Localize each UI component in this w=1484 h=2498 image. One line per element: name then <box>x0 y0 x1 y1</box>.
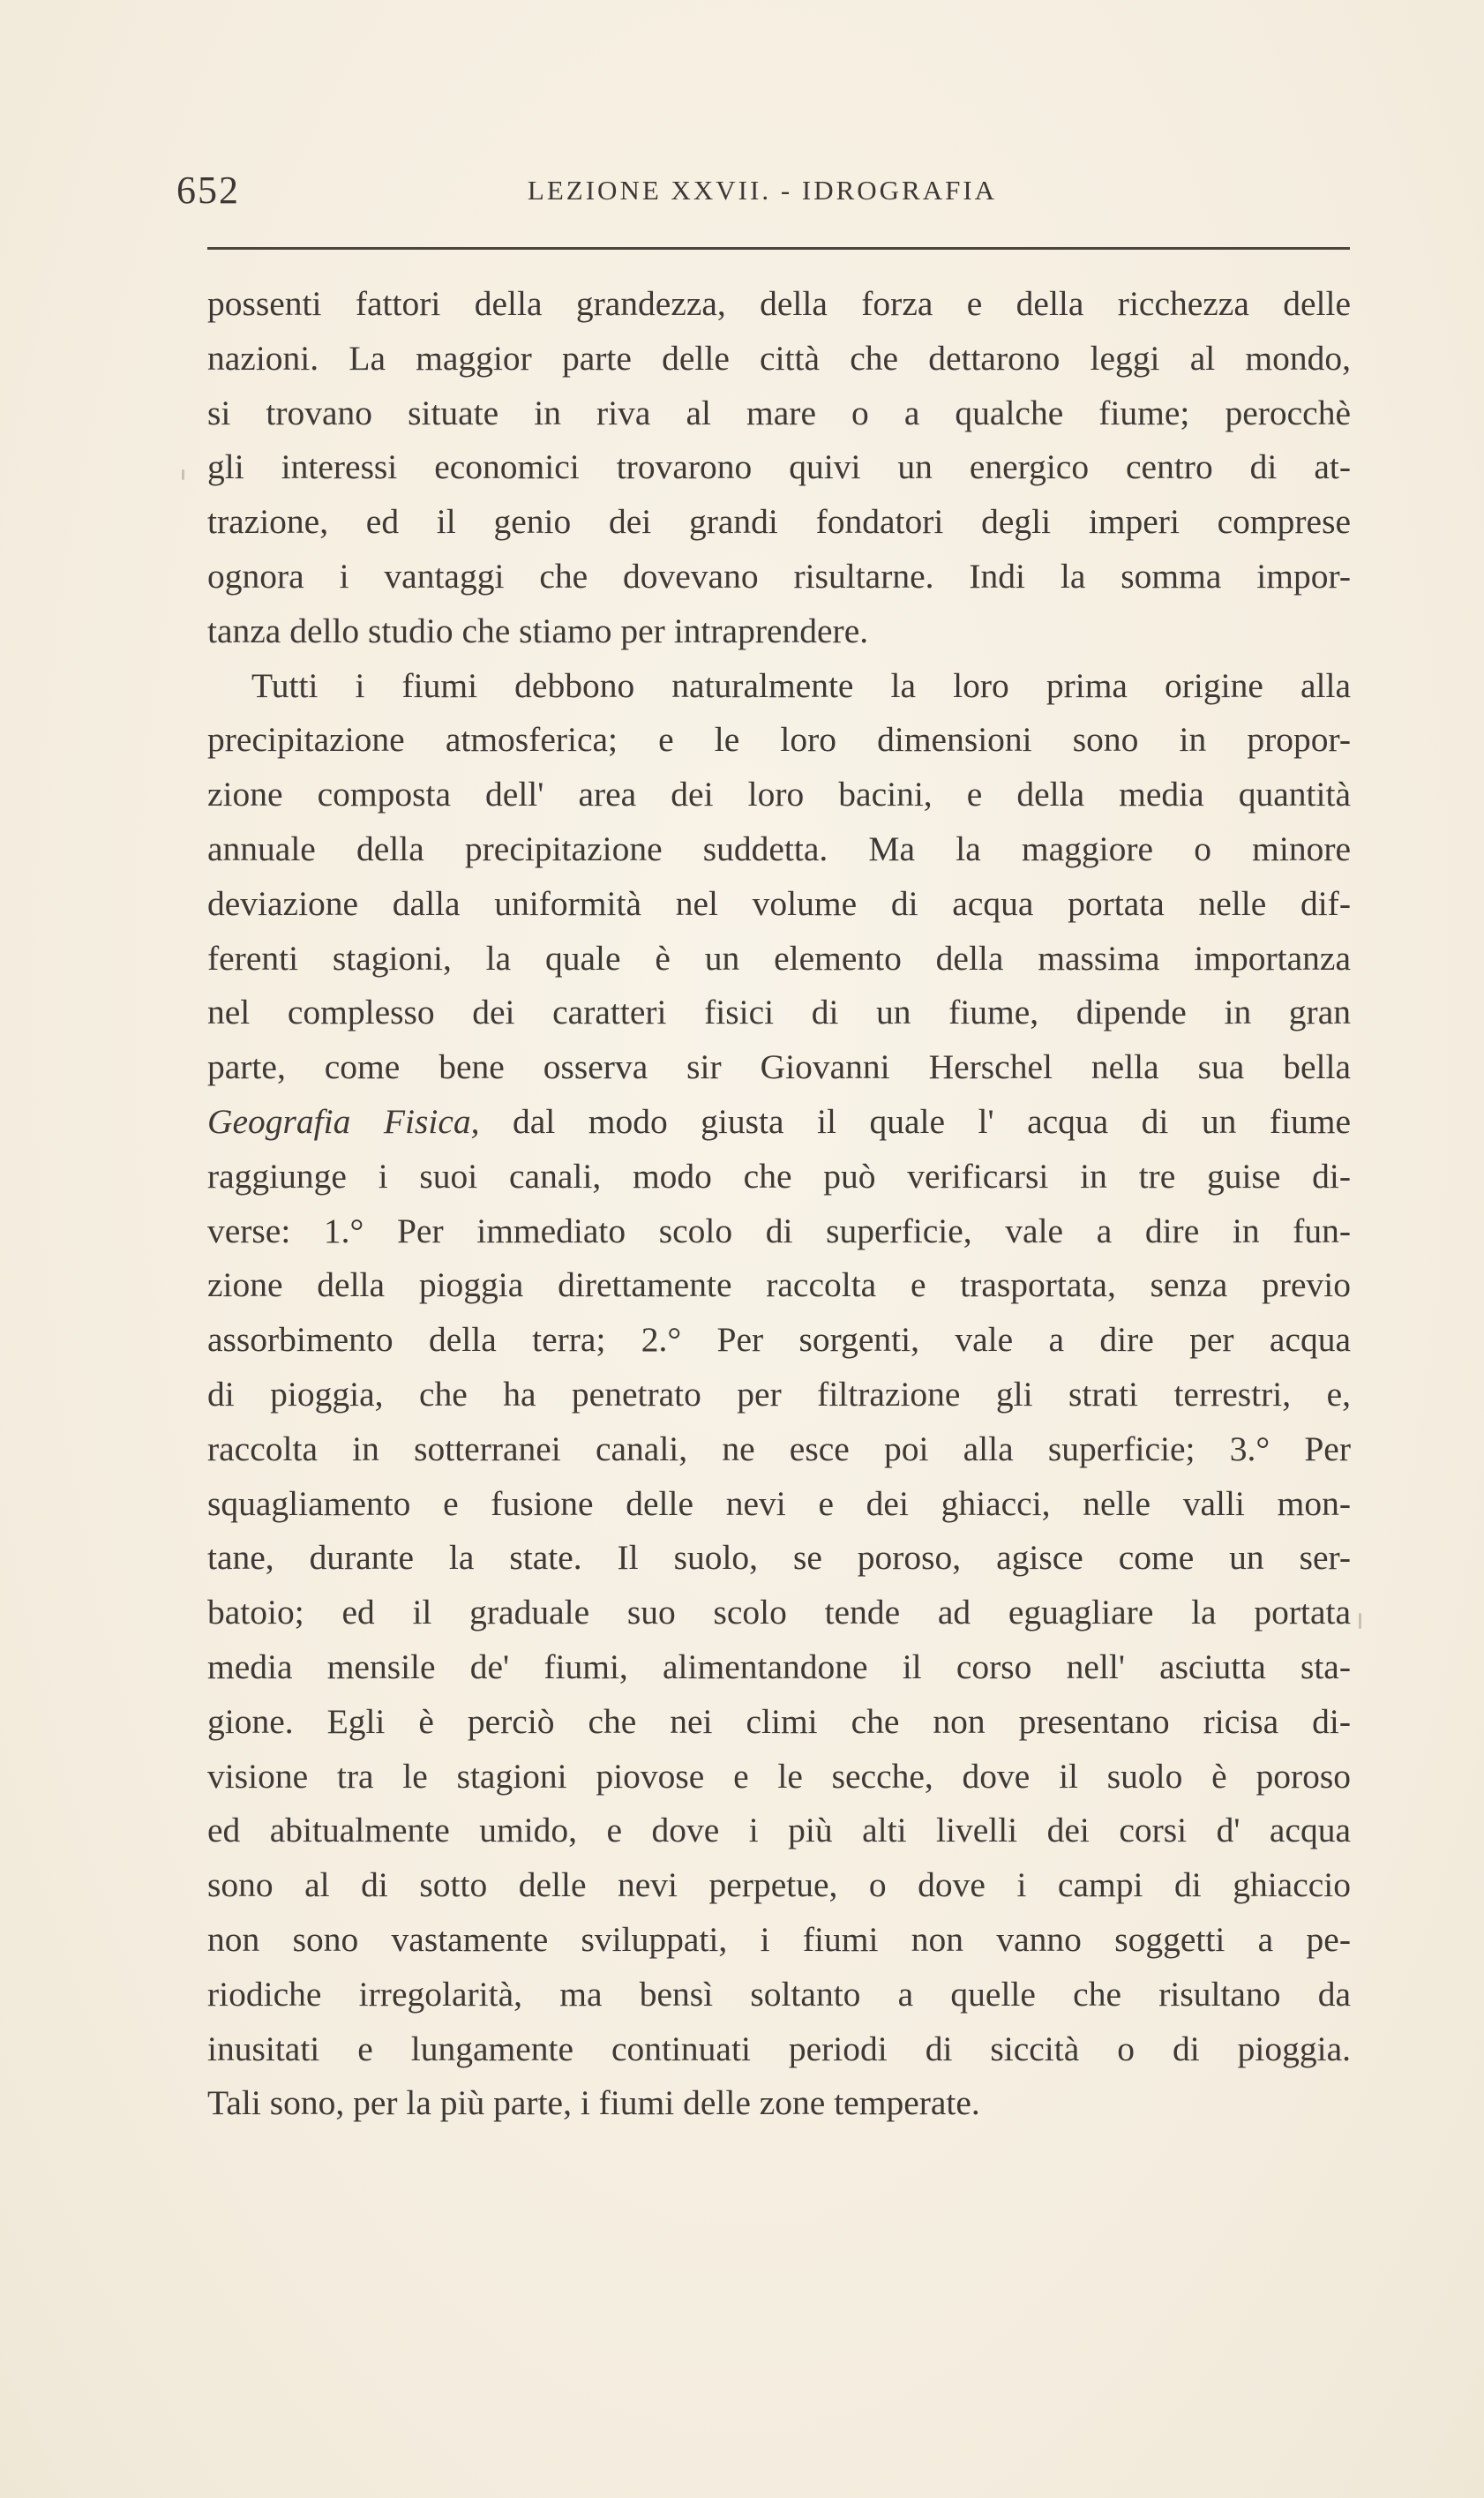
text-line: ferenti stagioni, la quale è un elemento della massima importanza <box>207 938 1351 978</box>
paper-speck <box>182 469 184 480</box>
text-line: Tali sono, per la più parte, i fiumi delle zone temperate. <box>207 2083 980 2123</box>
page-header <box>176 168 1348 221</box>
text-line: annuale della precipitazione suddetta. Ma la maggiore o minore <box>207 829 1351 868</box>
page-number: 652 <box>176 169 240 212</box>
text-line: gione. Egli è perciò che nei climi che non presentano ricisa di- <box>207 1701 1351 1741</box>
body-text <box>207 277 1351 2131</box>
text-line: tane, durante la state. Il suolo, se poroso, agisce come un ser- <box>207 1538 1351 1578</box>
text-line: gli interessi economici trovarono quivi un energico centro di at- <box>207 447 1351 487</box>
header-rule <box>207 247 1350 250</box>
italic-line-rest: dal modo giusta il quale l' acqua di un fiume <box>479 1101 1352 1141</box>
text-line: zione della pioggia direttamente raccolta e trasportata, senza previo <box>207 1265 1351 1305</box>
text-line: trazione, ed il genio dei grandi fondatori degli imperi comprese <box>207 502 1351 542</box>
text-line: nel complesso dei caratteri fisici di un fiume, dipende in gran <box>207 993 1351 1032</box>
text-line: di pioggia, che ha penetrato per filtrazione gli strati terrestri, e, <box>207 1374 1351 1414</box>
text-line: precipitazione atmosferica; e le loro dimensioni sono in propor- <box>207 720 1351 760</box>
text-line: batoio; ed il graduale suo scolo tende ad eguagliare la portata <box>207 1593 1351 1632</box>
text-line: media mensile de' fiumi, alimentandone il corso nell' asciutta sta- <box>207 1647 1351 1686</box>
text-line: zione composta dell' area dei loro bacini, e della media quantità <box>207 775 1351 814</box>
text-line: visione tra le stagioni piovose e le secche, dove il suolo è poroso <box>207 1756 1351 1796</box>
text-line: sono al di sotto delle nevi perpetue, o dove i campi di ghiaccio <box>207 1865 1351 1905</box>
text-line: verse: 1.° Per immediato scolo di superficie, vale a dire in fun- <box>207 1211 1351 1250</box>
italic-book-title: Geografia Fisica, <box>207 1101 480 1141</box>
text-line: possenti fattori della grandezza, della forza e della ricchezza delle <box>207 284 1351 323</box>
running-head: LEZIONE XXVII. - IDROGRAFIA <box>527 175 998 206</box>
text-line: ed abitualmente umido, e dove i più alti livelli dei corsi d' acqua <box>207 1811 1351 1850</box>
text-line: inusitati e lungamente continuati periodi di siccità o di pioggia. <box>207 2029 1351 2068</box>
text-line-with-italic-title <box>207 1095 1351 1150</box>
text-line: nazioni. La maggior parte delle città che dettarono leggi al mondo, <box>207 338 1351 378</box>
text-line: squagliamento e fusione delle nevi e dei ghiacci, nelle valli mon- <box>207 1483 1351 1523</box>
text-line: assorbimento della terra; 2.° Per sorgenti, vale a dire per acqua <box>207 1320 1351 1360</box>
text-line: riodiche irregolarità, ma bensì soltanto a quelle che risultano da <box>207 1974 1351 2014</box>
text-line: parte, come bene osserva sir Giovanni Herschel nella sua bella <box>207 1047 1351 1087</box>
text-line: ognora i vantaggi che dovevano risultarne. Indi la somma impor- <box>207 556 1351 596</box>
text-line: raccolta in sotterranei canali, ne esce poi alla superficie; 3.° Per <box>207 1429 1351 1468</box>
text-line: raggiunge i suoi canali, modo che può verificarsi in tre guise di- <box>207 1156 1351 1196</box>
text-line: tanza dello studio che stiamo per intraprendere. <box>207 611 869 650</box>
text-line: si trovano situate in riva al mare o a qualche fiume; perocchè <box>207 393 1351 432</box>
text-line: deviazione dalla uniformità nel volume di acqua portata nelle dif- <box>207 883 1351 923</box>
text-line: non sono vastamente sviluppati, i fiumi non vanno soggetti a pe- <box>207 1919 1351 1959</box>
text-line: Tutti i fiumi debbono naturalmente la loro prima origine alla <box>251 665 1351 705</box>
paper-speck <box>1359 1613 1361 1629</box>
